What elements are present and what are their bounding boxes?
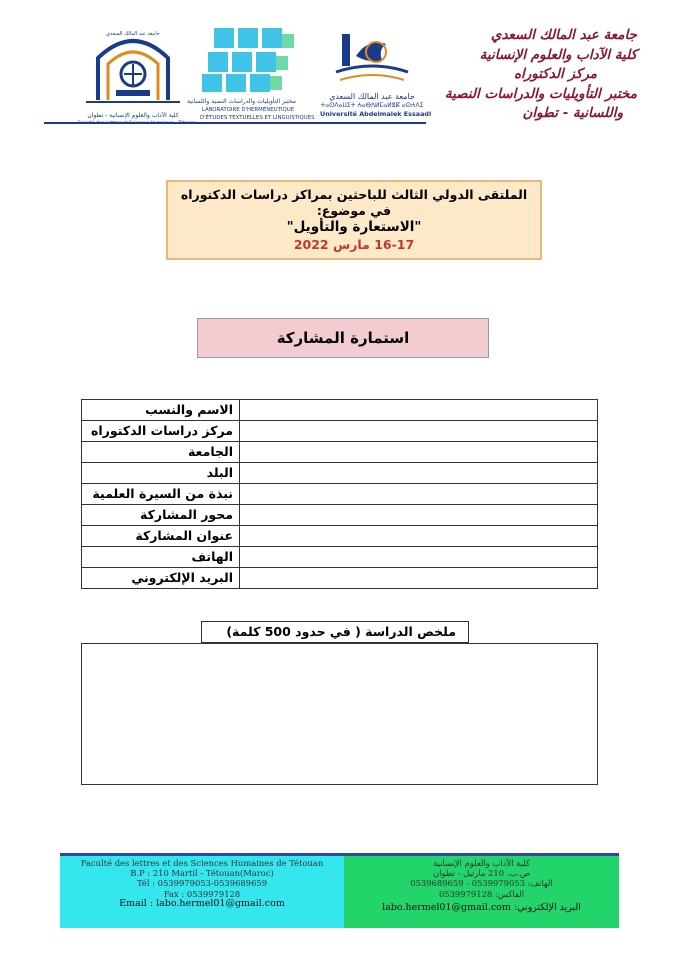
field-label-university: الجامعة xyxy=(82,442,240,463)
footer-ar-line-3: الهاتف: 0539979053 - 0539689659 xyxy=(410,878,553,889)
logo2-caption-fr2: D'ÉTUDES TEXTUELLES ET LINGUISTIQUES xyxy=(200,115,315,121)
conference-topic-label: في موضوع: xyxy=(316,203,392,218)
footer-ar-line-2: ص.ب. 210 مارتيل - تطوان xyxy=(432,868,531,879)
footer-ar-email[interactable]: labo.hermel01@gmail.com xyxy=(382,901,511,913)
footer-contact-ar xyxy=(344,856,619,928)
field-label-country: البلد xyxy=(82,463,240,484)
footer-fr-line-2: B.P : 210 Martil - Tétouan(Maroc) xyxy=(130,868,274,879)
table-row xyxy=(82,442,598,463)
field-label-title: عنوان المشاركة xyxy=(82,526,240,547)
footer-ar-email-label: البريد الإلكتروني: xyxy=(513,901,581,913)
field-input-title[interactable] xyxy=(240,526,598,547)
conference-topic: "الاستعارة والتأويل" xyxy=(286,219,422,235)
table-row xyxy=(82,526,598,547)
field-label-axis: محور المشاركة xyxy=(82,505,240,526)
field-input-cv[interactable] xyxy=(240,484,598,505)
faculty-emblem-icon xyxy=(78,30,188,108)
logo3-caption-fr: Université Abdelmalek Essaadi xyxy=(320,110,432,118)
field-input-country[interactable] xyxy=(240,463,598,484)
logo1-caption-top: جامعة عبد المالك السعدي xyxy=(106,31,160,37)
footer-ar-line-1: كلية الآداب والعلوم الإنسانية xyxy=(433,858,530,868)
field-input-axis[interactable] xyxy=(240,505,598,526)
faculty-logo xyxy=(78,30,197,126)
participation-form-table xyxy=(81,399,598,589)
conference-title-box xyxy=(166,180,542,260)
field-label-name: الاسم والنسب xyxy=(82,400,240,421)
logo3-caption-tif: ⵜⴰⵙⴷⴰⵡⵉⵜ ⵄⴰⴱⴷⵍⵎⴰⵍⴻⴽ ⴰⵙⵄⴷⵉ xyxy=(320,102,424,109)
logo1-caption-bottom: كلية الآداب والعلوم الإنسانية - تطوان xyxy=(87,112,179,119)
field-input-phone[interactable] xyxy=(240,547,598,568)
footer-fr-line-1: Faculté des lettres et des Sciences Humaines de Tétouan xyxy=(80,858,324,868)
table-row xyxy=(82,421,598,442)
conference-date: 16-17 مارس 2022 xyxy=(293,237,415,252)
laboratory-blocks-icon xyxy=(200,26,296,94)
footer-fr-line-4: Fax : 0539979128 xyxy=(163,888,241,899)
footer-fr-email[interactable]: Email : labo.hermel01@gmail.com xyxy=(119,897,285,909)
field-input-university[interactable] xyxy=(240,442,598,463)
conference-title: الملتقى الدولي الثالث للباحثين بمراكز دراسات الدكتوراه xyxy=(180,187,528,202)
field-input-name[interactable] xyxy=(240,400,598,421)
header-line-3: مركز الدكتوراه xyxy=(513,66,597,82)
table-row xyxy=(82,484,598,505)
logo2-caption-ar: مختبر التأويليات والدراسات النصية واللسانية xyxy=(186,98,296,105)
footer-contact-fr xyxy=(60,856,344,928)
field-label-email: البريد الإلكتروني xyxy=(82,568,240,589)
table-row xyxy=(82,505,598,526)
logo3-caption-ar: جامعة عبد المالك السعدي xyxy=(329,92,415,101)
footer-fr-line-3: Tél : 0539979053-0539689659 xyxy=(136,878,268,889)
header-line-2: كلية الآداب والعلوم الإنسانية xyxy=(479,46,637,63)
table-row xyxy=(82,547,598,568)
field-input-email[interactable] xyxy=(240,568,598,589)
field-label-phone: الهاتف xyxy=(82,547,240,568)
table-row xyxy=(82,400,598,421)
form-title: استمارة المشاركة xyxy=(197,318,489,358)
footer-ar-email-row xyxy=(344,903,619,913)
header-divider xyxy=(44,122,426,124)
header-line-4: مختبر التأويليات والدراسات النصية xyxy=(444,85,637,102)
header-institution-text xyxy=(397,26,637,124)
header-line-1: جامعة عبد المالك السعدي xyxy=(490,27,637,43)
field-label-doctoral-center: مركز دراسات الدكتوراه xyxy=(82,421,240,442)
laboratory-logo xyxy=(186,26,315,122)
header-line-5: واللسانية - تطوان xyxy=(522,105,623,121)
field-input-doctoral-center[interactable] xyxy=(240,421,598,442)
summary-input[interactable] xyxy=(81,643,598,785)
footer-ar-line-4: الفاكس: 0539979128 xyxy=(438,888,525,899)
logo1-caption-fr: Faculté des Lettres et Sciences Humaines - Tétouan xyxy=(78,121,197,126)
table-row xyxy=(82,568,598,589)
summary-label: ملخص الدراسة ( في حدود 500 كلمة) xyxy=(201,621,469,643)
field-label-cv: نبذة من السيرة العلمية xyxy=(82,484,240,505)
table-row xyxy=(82,463,598,484)
logo2-caption-fr1: LABORATOIRE D'HERMÉNEUTIQUE xyxy=(201,107,295,113)
